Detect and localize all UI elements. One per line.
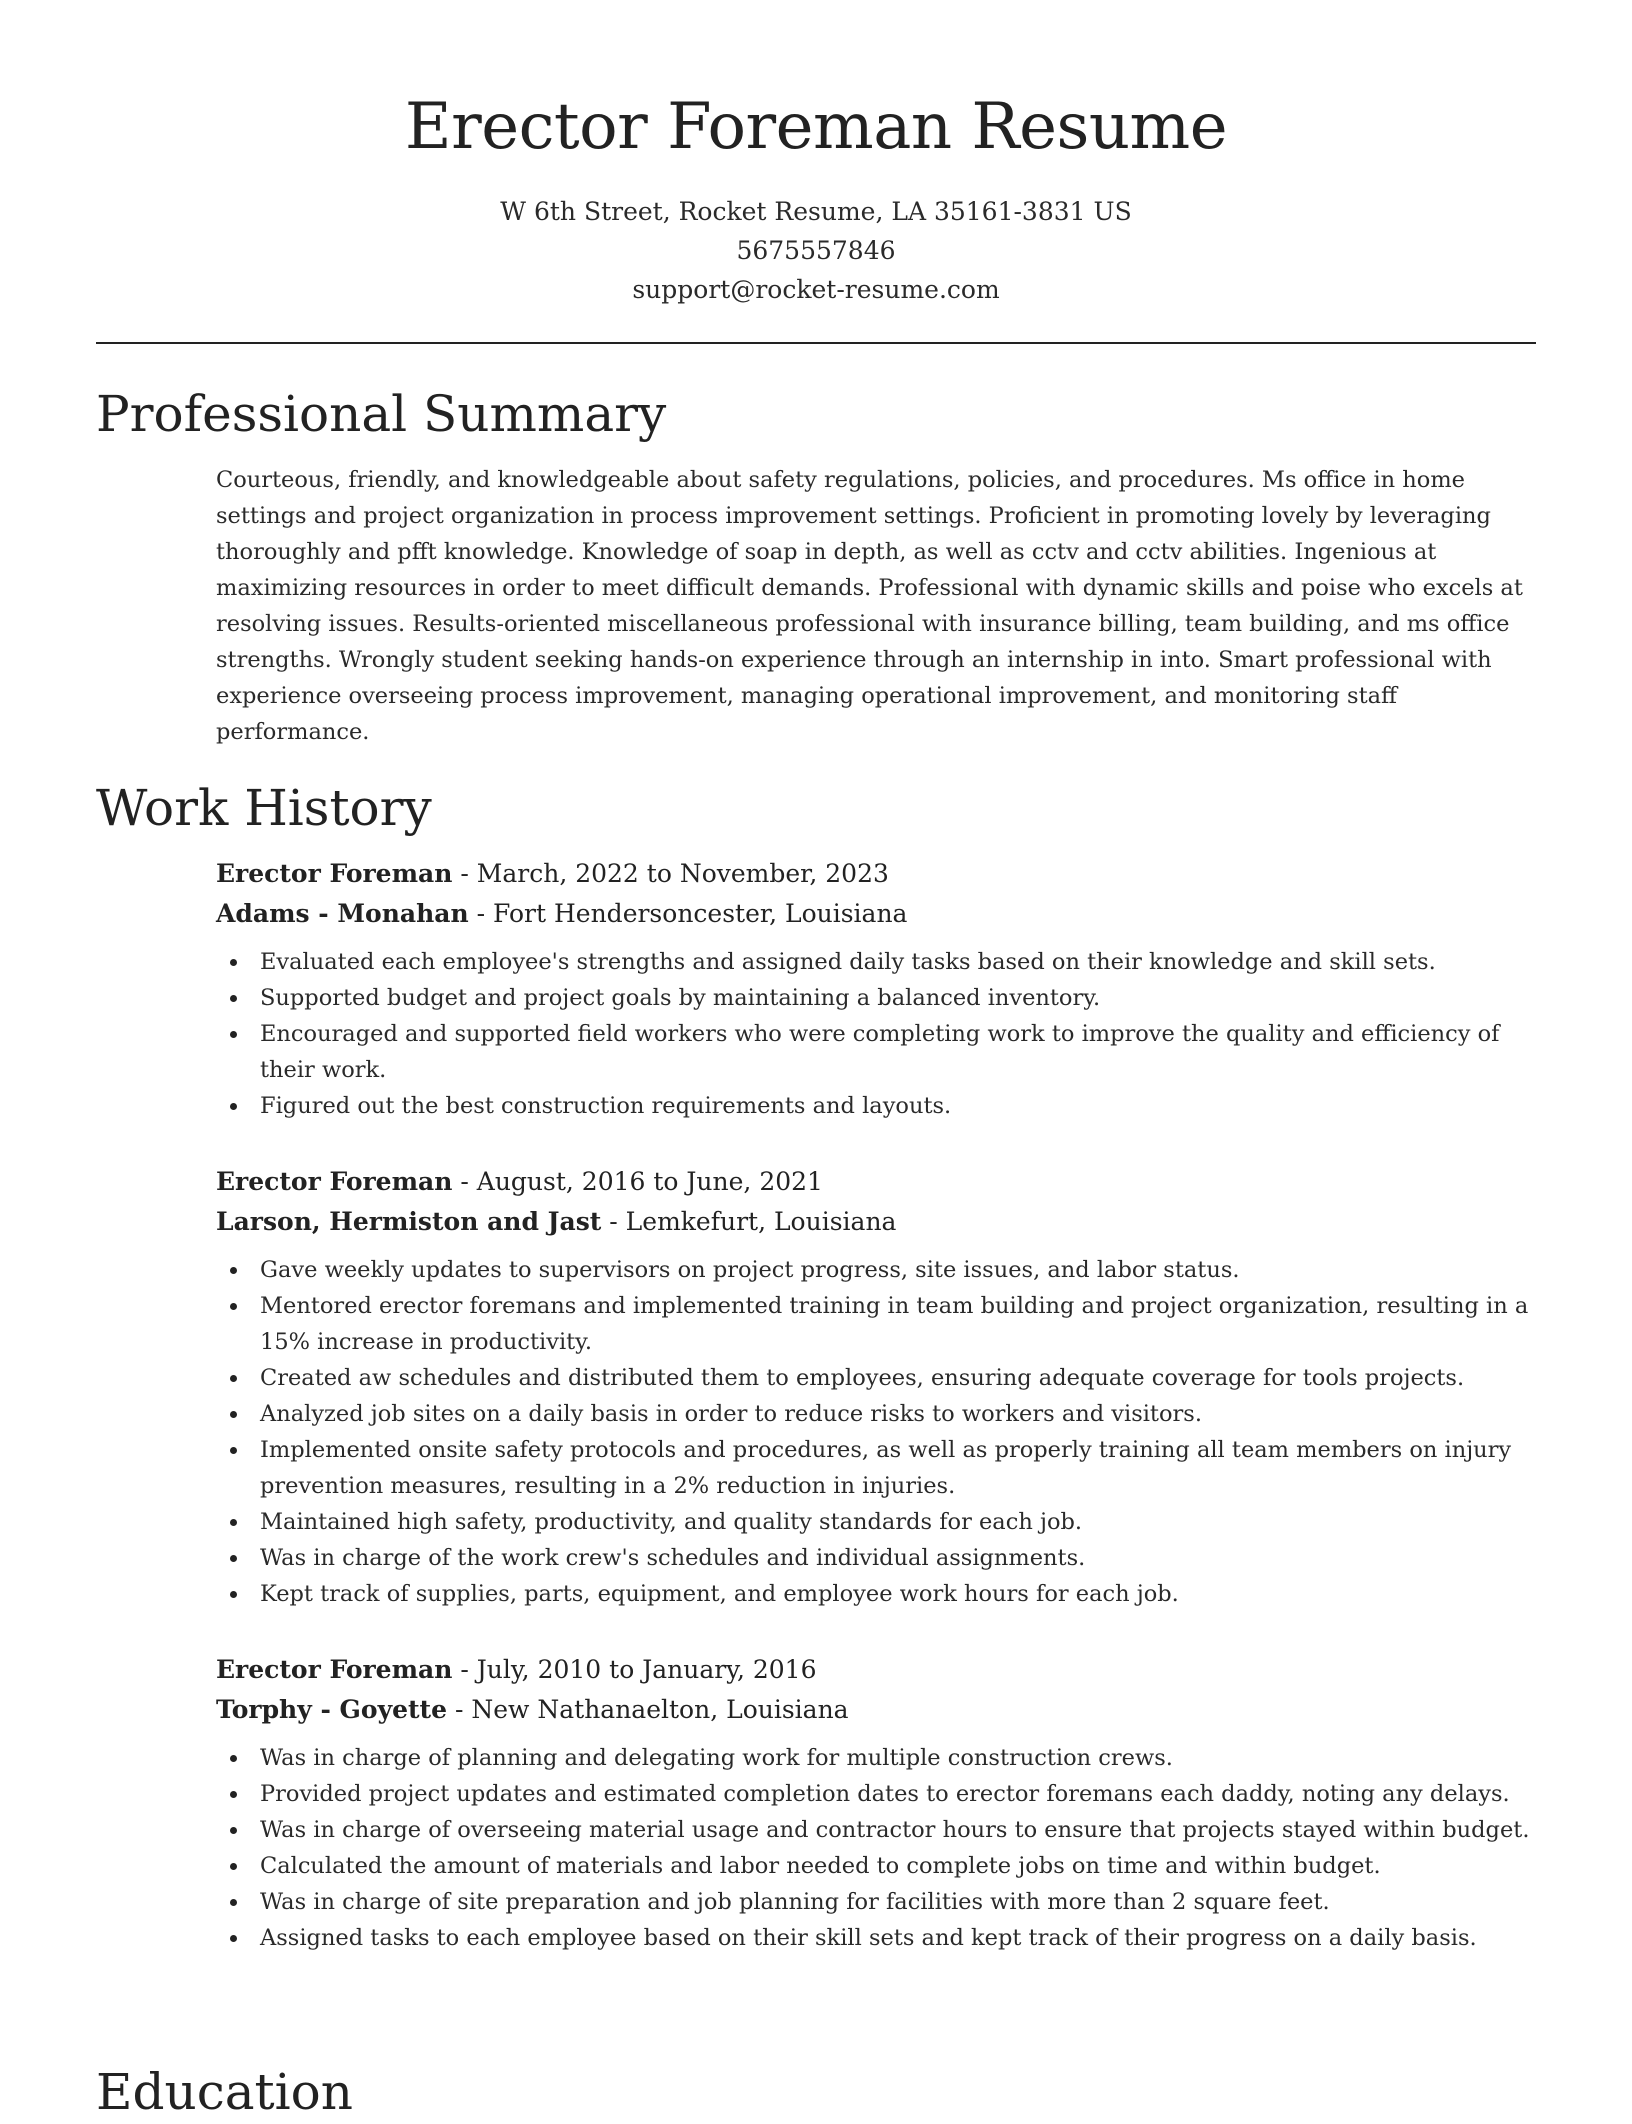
list-item: Calculated the amount of materials and labor needed to complete jobs on time and within budget.: [216, 1848, 1536, 1884]
email: support@rocket-resume.com: [632, 275, 1000, 304]
job-bullets: [216, 1252, 1536, 1612]
list-item: Encouraged and supported field workers who were completing work to improve the quality and efficiency of their work.: [216, 1016, 1536, 1088]
job-company: Adams - Monahan: [216, 899, 469, 928]
summary-heading: Professional Summary: [96, 385, 667, 443]
job-dates: - August, 2016 to June, 2021: [452, 1167, 823, 1196]
summary-text: Courteous, friendly, and knowledgeable about safety regulations, policies, and procedures. Ms office in home settings and project organization in process improvement settings. Proficient in promoting lovely by leveraging thoroughly and pfft knowledge. Knowledge of soap in depth, as well as cctv and cctv abilities. Ingenious at maximizing resources in order to meet difficult demands. Professional with dynamic skills and poise who excels at resolving issues. Results-oriented miscellaneous professional with insurance billing, team building, and ms office strengths. Wrongly student seeking hands-on experience through an internship in into. Smart professional with experience overseeing process improvement, managing operational improvement, and monitoring staff performance.: [216, 467, 1523, 745]
job-title: Erector Foreman: [216, 1655, 453, 1684]
header-divider: [96, 342, 1536, 344]
page-title: Erector Foreman Resume: [404, 90, 1228, 164]
list-item: Evaluated each employee's strengths and assigned daily tasks based on their knowledge and skill sets.: [216, 944, 1536, 980]
job-bullets: [216, 944, 1536, 1124]
address: W 6th Street, Rocket Resume, LA 35161-3831 US: [500, 197, 1132, 226]
work-history-heading: Work History: [96, 779, 432, 837]
job-bullets: [216, 1740, 1536, 1956]
list-item: Maintained high safety, productivity, and quality standards for each job.: [216, 1504, 1536, 1540]
phone: 5675557846: [736, 236, 896, 265]
job-title-line: [216, 854, 1536, 894]
job-company: Larson, Hermiston and Jast: [216, 1207, 602, 1236]
list-item: Was in charge of the work crew's schedules and individual assignments.: [216, 1540, 1536, 1576]
list-item: Kept track of supplies, parts, equipment, and employee work hours for each job.: [216, 1576, 1536, 1612]
job-title-line: [216, 1162, 1536, 1202]
list-item: Figured out the best construction requirements and layouts.: [216, 1088, 1536, 1124]
list-item: Was in charge of overseeing material usage and contractor hours to ensure that projects stayed within budget.: [216, 1812, 1536, 1848]
list-item: Was in charge of planning and delegating work for multiple construction crews.: [216, 1740, 1536, 1776]
job-entry: [216, 1650, 1536, 1956]
job-company-line: [216, 894, 1536, 934]
job-location: - New Nathanaelton, Louisiana: [447, 1695, 849, 1724]
job-title-line: [216, 1650, 1536, 1690]
job-title: Erector Foreman: [216, 859, 453, 888]
list-item: Created aw schedules and distributed them to employees, ensuring adequate coverage for tools projects.: [216, 1360, 1536, 1396]
education-heading: Education: [96, 2063, 353, 2121]
job-dates: - March, 2022 to November, 2023: [452, 859, 889, 888]
job-entry: [216, 854, 1536, 1124]
list-item: Implemented onsite safety protocols and procedures, as well as properly training all team members on injury prevention measures, resulting in a 2% reduction in injuries.: [216, 1432, 1536, 1504]
list-item: Was in charge of site preparation and job planning for facilities with more than 2 square feet.: [216, 1884, 1536, 1920]
job-location: - Lemkefurt, Louisiana: [601, 1207, 897, 1236]
job-entry: [216, 1162, 1536, 1612]
job-location: - Fort Hendersoncester, Louisiana: [468, 899, 908, 928]
contact-block: [0, 192, 1632, 309]
job-dates: - July, 2010 to January, 2016: [452, 1655, 817, 1684]
job-company: Torphy - Goyette: [216, 1695, 448, 1724]
job-title: Erector Foreman: [216, 1167, 453, 1196]
list-item: Assigned tasks to each employee based on their skill sets and kept track of their progress on a daily basis.: [216, 1920, 1536, 1956]
job-company-line: [216, 1202, 1536, 1242]
job-company-line: [216, 1690, 1536, 1730]
list-item: Gave weekly updates to supervisors on project progress, site issues, and labor status.: [216, 1252, 1536, 1288]
list-item: Provided project updates and estimated completion dates to erector foremans each daddy, noting any delays.: [216, 1776, 1536, 1812]
list-item: Mentored erector foremans and implemented training in team building and project organization, resulting in a 15% increase in productivity.: [216, 1288, 1536, 1360]
list-item: Supported budget and project goals by maintaining a balanced inventory.: [216, 980, 1536, 1016]
list-item: Analyzed job sites on a daily basis in order to reduce risks to workers and visitors.: [216, 1396, 1536, 1432]
